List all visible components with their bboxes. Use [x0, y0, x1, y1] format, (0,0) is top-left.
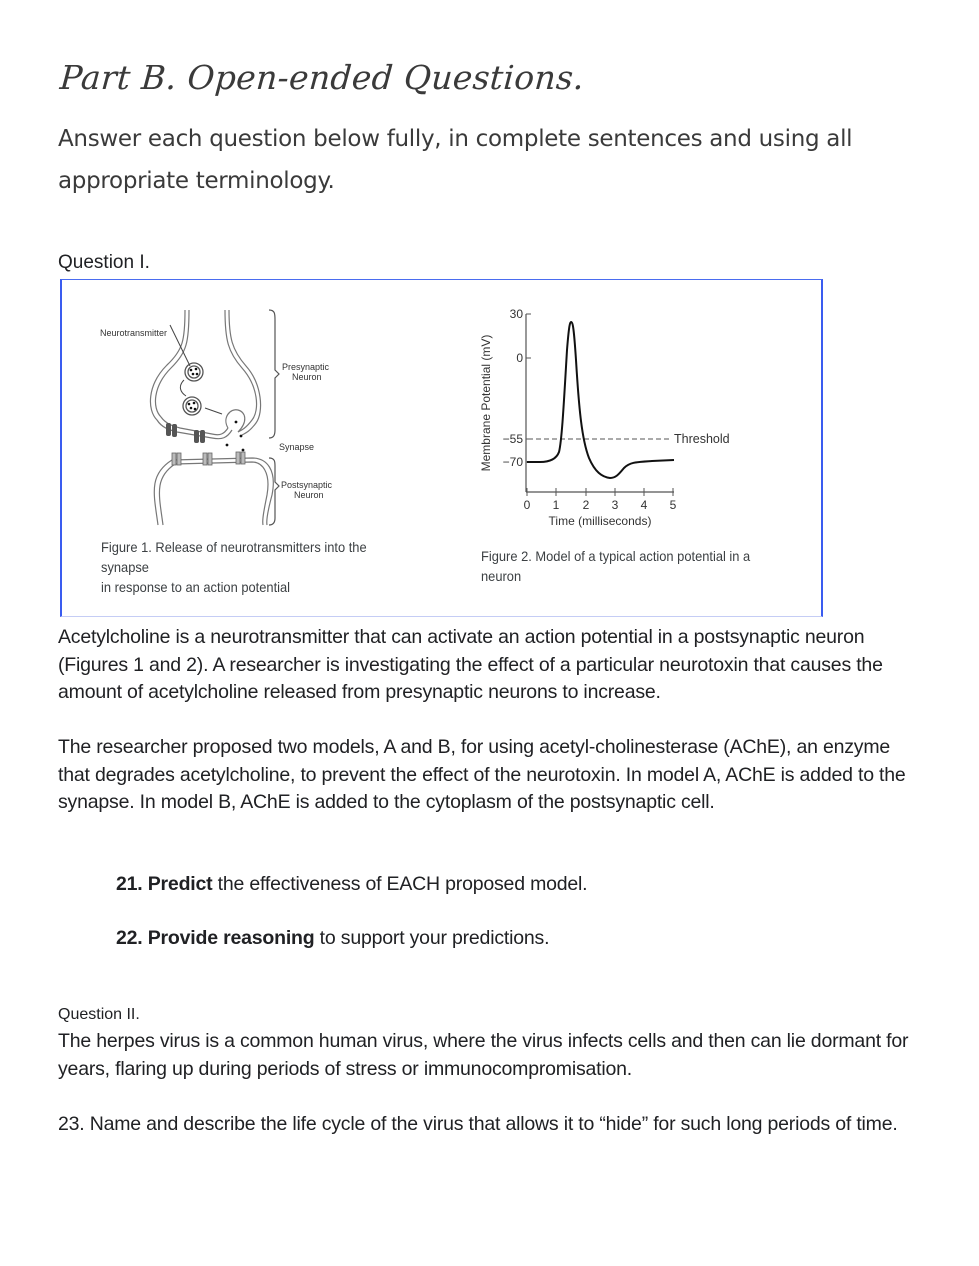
instructions: Answer each question below fully, in complete sentences and using all appropriate terminology.	[58, 126, 853, 194]
figure-2-caption: Figure 2. Model of a typical action potential in a neuron	[481, 548, 751, 584]
question-22: 22. Provide reasoning to support your predictions.	[116, 927, 550, 949]
figure-1-labels	[100, 328, 333, 500]
label-postsynaptic-neuron: Neuron	[294, 490, 324, 500]
question-21: 21. Predict the effectiveness of EACH proposed model.	[116, 873, 588, 895]
x-tick-labels	[524, 498, 677, 512]
vesicles	[183, 363, 203, 415]
action-potential-chart	[479, 307, 730, 528]
synapse-diagram	[150, 310, 273, 525]
question-2-paragraph: The herpes virus is a common human virus, where the virus infects cells and then can lie dormant for years, flaring up during periods of stress or immunocompromisation.	[58, 1030, 909, 1080]
svg-text:4: 4	[640, 498, 648, 512]
svg-text:2: 2	[582, 498, 590, 512]
braces	[269, 310, 279, 525]
question-1-label: Question I.	[58, 252, 150, 273]
question-23: 23. Name and describe the life cycle of the virus that allows it to “hide” for such long periods of time.	[58, 1113, 898, 1135]
svg-text:3: 3	[611, 498, 619, 512]
question-1-paragraph-2: The researcher proposed two models, A and B, for using acetyl-cholinesterase (AChE), an enzyme that degrades acetylcholine, to prevent the effect of the neurotoxin. In model A, AChE is added to the synapse. In model B, AChE is added to the cytoplasm of the postsynaptic cell.	[58, 736, 906, 813]
question-1-paragraph-1: Acetylcholine is a neurotransmitter that can activate an action potential in a postsynaptic neuron (Figures 1 and 2). A researcher is investigating the effect of a particular neurotoxin that causes the amount of acetylcholine released from presynaptic neurons to increase.	[58, 626, 883, 703]
page-title: Part B. Open-ended Questions.	[58, 58, 586, 97]
label-presynaptic: Presynaptic	[282, 362, 330, 372]
threshold-label: Threshold	[674, 432, 730, 446]
svg-text:5: 5	[669, 498, 677, 512]
action-potential-curve	[527, 322, 674, 478]
label-neurotransmitter: Neurotransmitter	[100, 328, 168, 338]
svg-text:−55: −55	[502, 432, 523, 446]
figure-1-caption: Figure 1. Release of neurotransmitters into the synapse in response to an action potential	[101, 539, 367, 595]
x-axis-label: Time (milliseconds)	[548, 514, 652, 528]
svg-text:0: 0	[516, 351, 523, 365]
question-2-label: Question II.	[58, 1006, 140, 1023]
label-synapse: Synapse	[279, 442, 315, 452]
svg-text:−70: −70	[502, 455, 523, 469]
label-presynaptic-neuron: Neuron	[292, 372, 322, 382]
label-postsynaptic: Postsynaptic	[281, 480, 333, 490]
svg-text:30: 30	[509, 307, 523, 321]
y-tick-labels	[503, 307, 524, 469]
figure-container	[60, 279, 823, 617]
svg-text:0: 0	[523, 498, 531, 512]
svg-text:1: 1	[552, 498, 560, 512]
y-axis-label: Membrane Potential (mV)	[479, 334, 493, 472]
